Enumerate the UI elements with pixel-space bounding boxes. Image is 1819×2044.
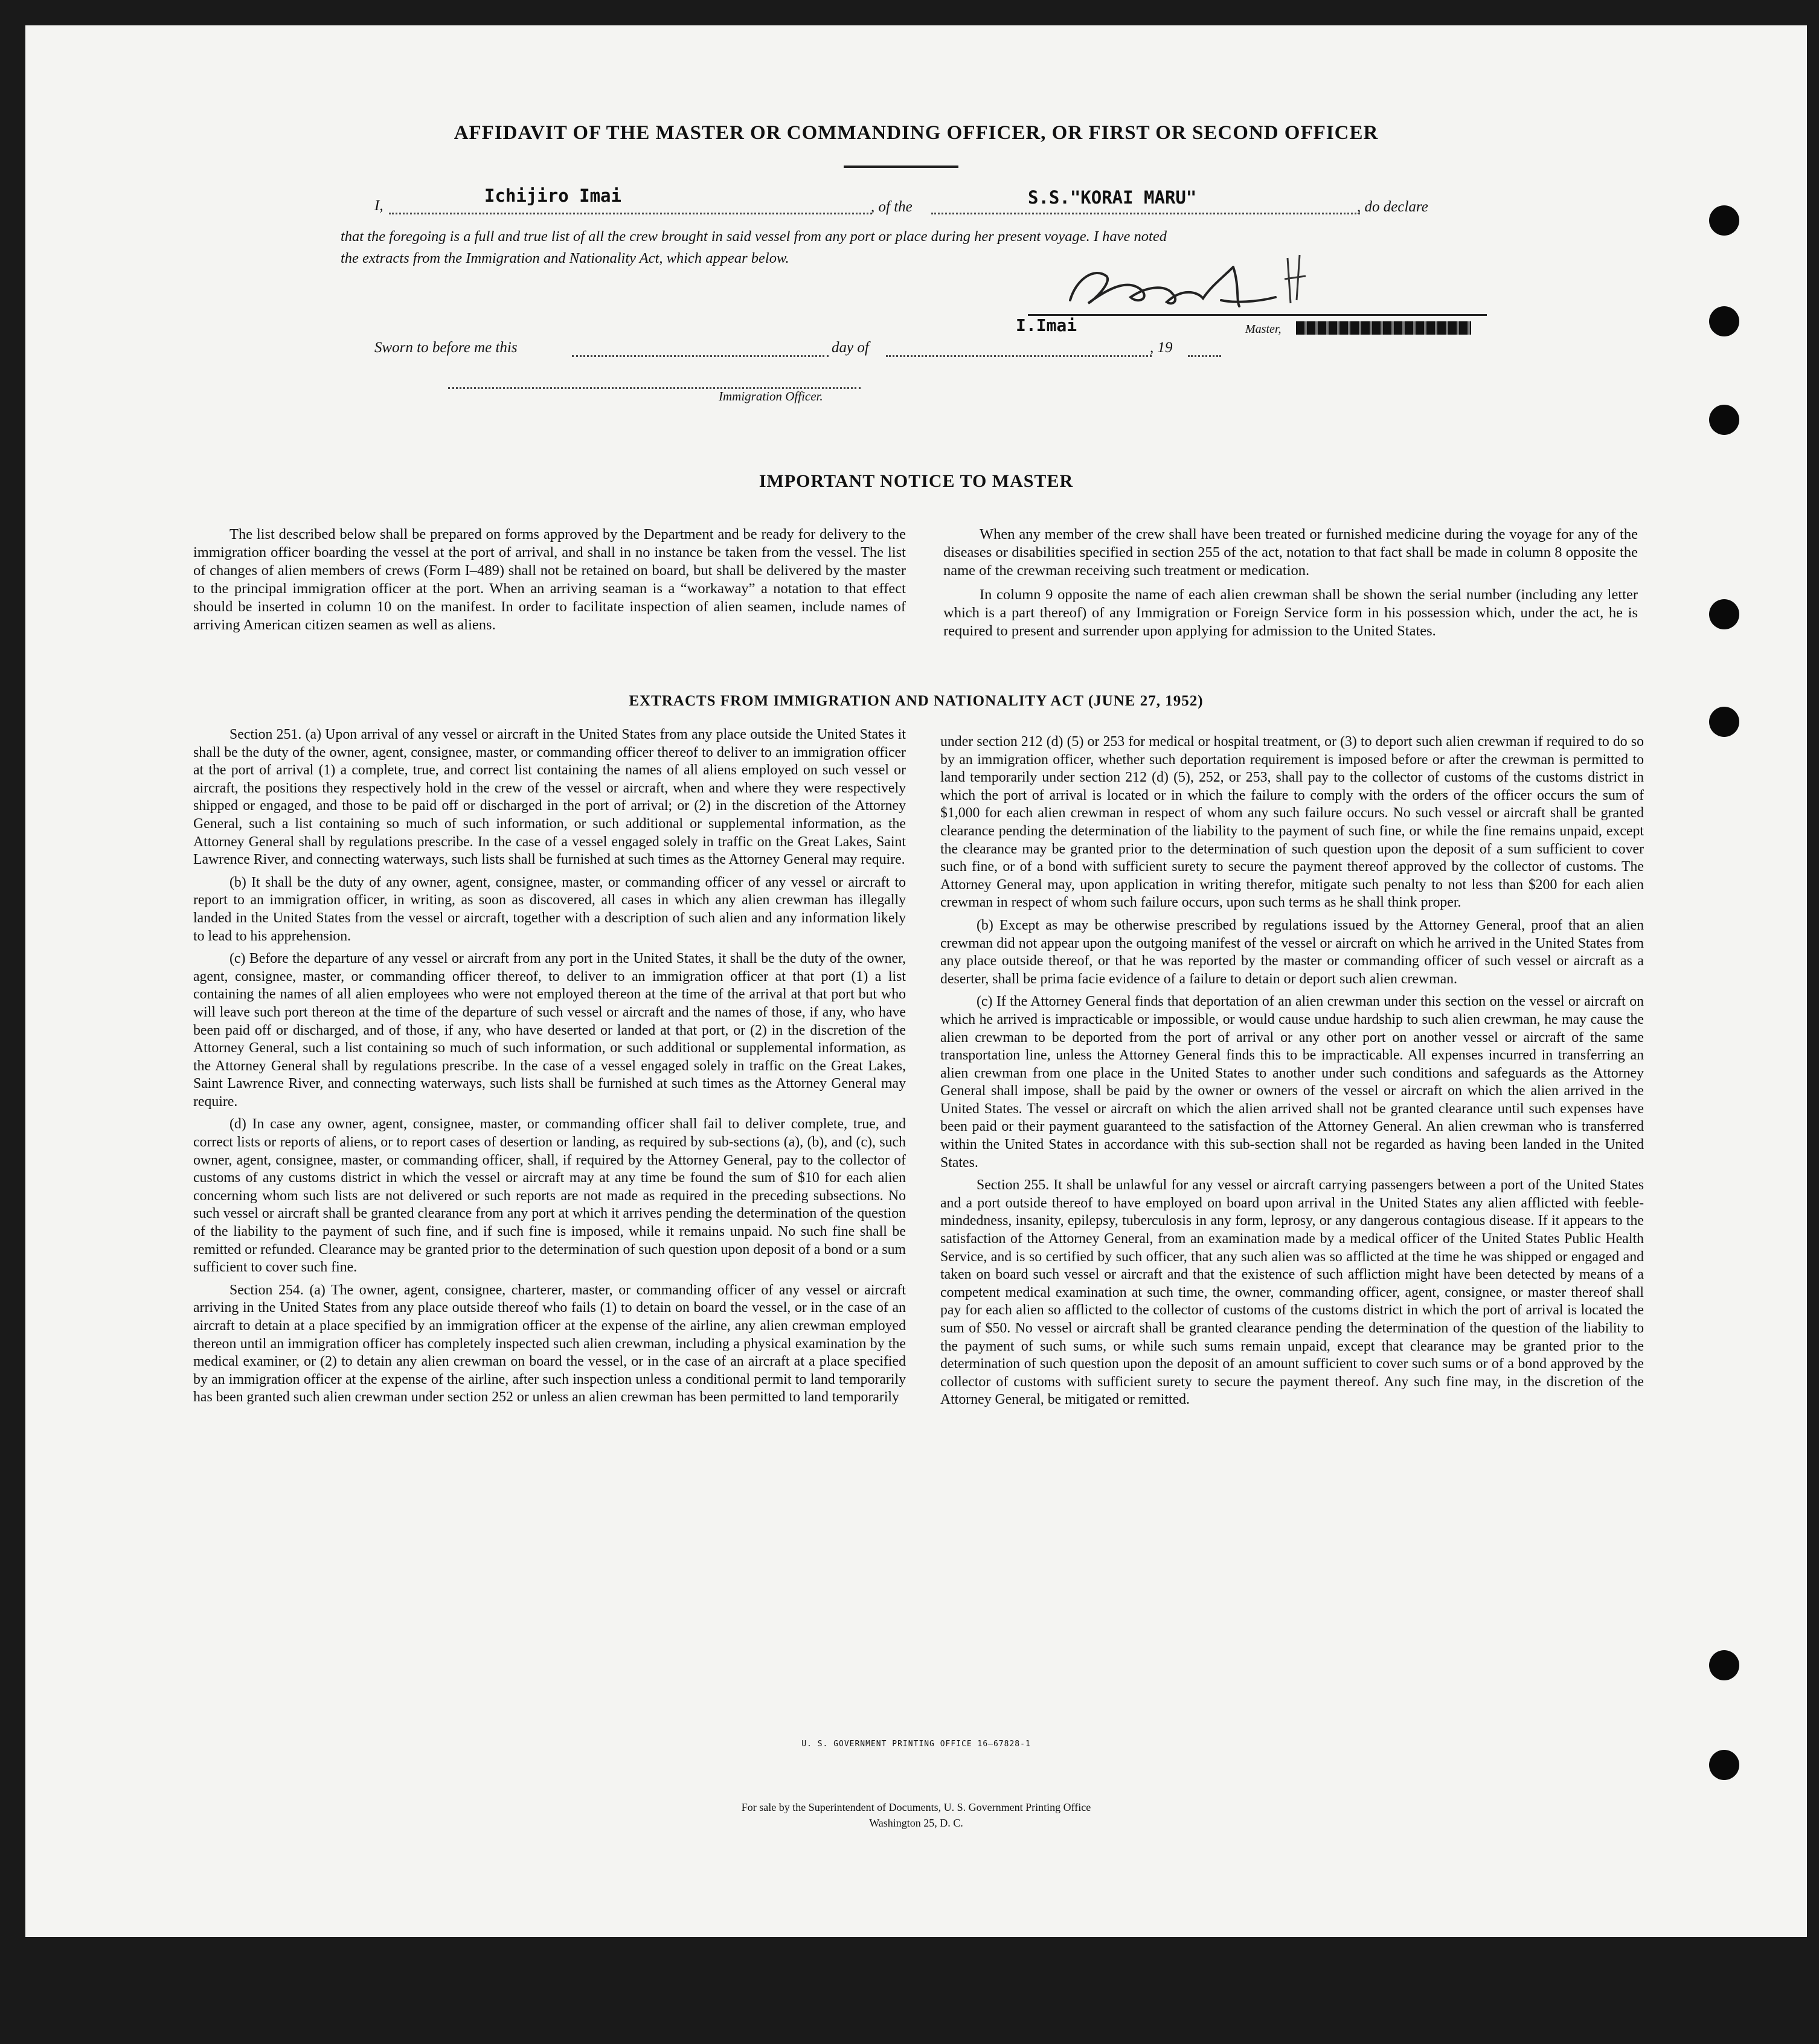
notice-left	[193, 525, 906, 640]
section-254-b: (b) Except as may be otherwise prescribed by regulations issued by the Attorney General, proof that an alien crewman did not appear upon the outgoing manifest of the vessel or aircraft on which he arrived in the United States from any place outside thereof, or that he was reported by the master or commanding officer of such vessel or aircraft as a deserter, shall be prima facie evidence of a failure to detain or deport such alien crewman.	[940, 917, 1644, 987]
notice-title: IMPORTANT NOTICE TO MASTER	[759, 471, 1074, 491]
section-251-d: (d) In case any owner, agent, consignee, master, or commanding officer shall fail to deliver complete, true, and correct lists or reports of aliens, or to report cases of desertion or landing, as required by sub-sections (a), (b), and (c), such owner, agent, consignee, master, or commanding officer, shall, if required by the Attorney General, pay to the collector of customs of any customs district in which the vessel or aircraft may at any time be found the sum of $10 for each alien concerning whom such lists are not delivered or such reports are not made as required in the preceding subsections. No such vessel or aircraft shall be granted clearance from any port at which it arrives pending the determination of the question of the liability to the payment of such fine, and if such fine is imposed, while it remains unpaid. No such fine shall be remitted or refunded. Clearance may be granted prior to the determination of such question upon deposit of a bond or a sum sufficient to cover such fine.	[193, 1116, 906, 1276]
year-line	[1188, 353, 1221, 357]
year-label: , 19	[1150, 339, 1173, 356]
affidavit-title: AFFIDAVIT OF THE MASTER OR COMMANDING OFFICER, OR FIRST OR SECOND OFFICER	[454, 122, 1379, 144]
binder-hole	[1709, 707, 1739, 737]
binder-hole	[1709, 405, 1739, 435]
document-page	[25, 25, 1807, 1937]
vessel-line	[931, 210, 1360, 214]
master-label: Master,	[1245, 323, 1282, 336]
sworn-label: Sworn to before me this	[374, 339, 518, 356]
sworn-month-line	[886, 353, 1152, 357]
section-251-b: (b) It shall be the duty of any owner, agent, consignee, master, or commanding officer of any vessel or aircraft to report to an immigration officer, in writing, as soon as discovered, all cases in which any alien crewman has illegally landed in the United States from the vessel or aircraft, together with a description of such alien and any information likely to lead to his apprehension.	[193, 874, 906, 944]
i-label: I,	[374, 198, 383, 214]
binder-hole	[1709, 599, 1739, 629]
title-divider	[844, 166, 958, 168]
officer-signature-line	[448, 385, 861, 389]
of-the-label: , of the	[871, 199, 913, 215]
immigration-officer-label: Immigration Officer.	[719, 389, 823, 403]
sale-line-2: Washington 25, D. C.	[869, 1817, 963, 1829]
sale-line-1: For sale by the Superintendent of Documents, U. S. Government Printing Office	[741, 1801, 1091, 1813]
name-line	[389, 210, 872, 214]
statement-line-1: that the foregoing is a full and true list of all the crew brought in said vessel from any port or place during her present voyage. I have noted	[341, 228, 1167, 245]
binder-hole	[1709, 1650, 1739, 1680]
do-declare-label: , do declare	[1357, 199, 1428, 215]
binder-hole	[1709, 205, 1739, 236]
section-254-a: Section 254. (a) The owner, agent, consignee, charterer, master, or commanding officer of any vessel or aircraft arriving in the United States from any place outside thereof who fails (1) to detain on board the vessel, or in the case of an aircraft to detain at a place specified by an immigration officer at the expense of the airline, any alien crewman employed thereon until an immigration officer has completely inspected such alien crewman, including a physical examination by the medical examiner, or (2) to detain any alien crewman on board the vessel, or in the case of an aircraft at a place specified by an immigration officer at the expense of the airline, after such inspection unless a conditional permit to land temporarily has been granted such alien crewman under section 252 or unless an alien crewman has been permitted to land temporarily	[193, 1282, 906, 1406]
notice-left-paragraph: The list described below shall be prepared on forms approved by the Department and be ready for delivery to the immigration officer boarding the vessel at the port of arrival, and shall in no instance be taken from the vessel. The list of changes of alien members of crews (Form I–489) shall not be retained on board, but shall be delivered by the master to the principal immigration officer at the port. When an arriving seaman is a “workaway” a notation to that effect should be inserted in column 10 on the manifest. In order to facilitate inspection of alien seamen, include names of arriving American citizen seamen as well as aliens.	[193, 526, 906, 633]
binder-hole	[1709, 306, 1739, 336]
redaction-bar	[1296, 321, 1471, 335]
section-255: Section 255. It shall be unlawful for any vessel or aircraft carrying passengers between a port of the United States and a port outside thereof to have employed on board upon arrival in the United States any alien afflicted with feeble-mindedness, insanity, epilepsy, tuberculosis in any form, leprosy, or any dangerous contagious disease. If it appears to the satisfaction of the Attorney General, from an examination made by a medical officer of the United States Public Health Service, and is so certified by such officer, that any such alien was so afflicted at the time he was shipped or engaged and taken on board such vessel or aircraft and that the existence of such affliction might have been detected by means of a competent medical examination at such time, the owner, commanding officer, agent, consignee, or master thereof shall pay for each alien so afflicted to the collector of customs of the customs district in which the port of arrival is located the sum of $50. No vessel or aircraft shall be granted clearance pending the determination of the question of the liability to the payment of such sums, or while such sums remain unpaid, except that clearance may be granted prior to the determination of such question upon the deposit of an amount sufficient to cover such sums or of a bond approved by the collector of customs with sufficient surety to secure the payment thereof. Any such fine may, in the discretion of the Attorney General, be mitigated or remitted.	[940, 1177, 1644, 1408]
master-name-field: Ichijiro Imai	[484, 185, 621, 206]
notice-right-paragraph-2: In column 9 opposite the name of each alien crewman shall be shown the serial number (including any letter which is a part thereof) of any Immigration or Foreign Service form in his possession which, under the act, he is required to present and surrender upon applying for admission to the United States.	[943, 587, 1638, 639]
section-254-a-continued: under section 212 (d) (5) or 253 for medical or hospital treatment, or (3) to deport such alien crewman if required to do so by an immigration officer, whether such deportation requirement is imposed before or after the crewman is permitted to land temporarily under section 212 (d) (5), 252, or 253, shall pay to the collector of customs of the customs district in which the port of arrival is located or in which the failure to comply with the orders of the officer occurs the sum of $1,000 for each alien crewman in respect of whom any such failure occurs. No such vessel or aircraft shall be granted clearance pending the determination of the liability to the payment of such fine, or while the fine remains unpaid, except the clearance may be granted prior to the determination of such question upon the deposit of a sum sufficient to cover such fine, or of a bond with sufficient surety to secure the payment thereof approved by the collector of customs. The Attorney General may, upon application in writing therefor, mitigate such penalty to not less than $200 for each alien crewman in respect of whom such failure occurs, upon such terms as he shall think proper.	[940, 734, 1644, 911]
extracts-title: EXTRACTS FROM IMMIGRATION AND NATIONALITY ACT (JUNE 27, 1952)	[629, 693, 1204, 709]
signature-line	[1028, 314, 1487, 316]
typed-signature: I.Imai	[1016, 315, 1077, 335]
binder-hole	[1709, 1750, 1739, 1780]
section-251-a: Section 251. (a) Upon arrival of any vessel or aircraft in the United States from any place outside the United States it shall be the duty of the owner, agent, consignee, master, or commanding officer thereof to deliver to an immigration officer at the port of arrival (1) a complete, true, and correct list containing the names of all aliens employed on such vessel or aircraft, the positions they respectively hold in the crew of the vessel or aircraft, when and where they were respectively shipped or engaged, and those to be paid off or discharged in the port of arrival; or (2) in the discretion of the Attorney General, such a list containing so much of such information, or such additional or supplemental information, as the Attorney General shall by regulations prescribe. In the case of a vessel engaged solely in traffic on the Great Lakes, Saint Lawrence River, and connecting waterways, such lists shall be furnished at such times as the Attorney General may require.	[193, 727, 906, 868]
notice-right	[943, 525, 1638, 646]
printing-office-line: U. S. GOVERNMENT PRINTING OFFICE 16—67828-1	[801, 1740, 1031, 1749]
section-254-c: (c) If the Attorney General finds that deportation of an alien crewman under this section on the vessel or aircraft on which he arrived is impracticable or impossible, or would cause undue hardship to such alien crewman, he may cause the alien crewman to be deported from the port of arrival or any other port on another vessel or aircraft of the same transportation line, unless the Attorney General finds this to be impracticable. All expenses incurred in transferring an alien crewman from one place in the United States to another under such conditions and safeguards as the Attorney General shall impose, shall be paid by the owner or owners of the vessel or aircraft on which the alien arrived in the United States. The vessel or aircraft on which the alien arrived shall not be granted clearance until such expenses have been paid or their payment guaranteed to the satisfaction of the Attorney General. An alien crewman who is transferred within the United States in accordance with this sub-section shall not be regarded as having been landed in the United States.	[940, 994, 1644, 1171]
day-of-label: day of	[832, 339, 869, 356]
extracts-right-column	[940, 733, 1644, 1414]
sworn-day-line	[572, 353, 829, 357]
statement-line-2: the extracts from the Immigration and Nationality Act, which appear below.	[341, 250, 789, 266]
section-251-c: (c) Before the departure of any vessel or aircraft from any port in the United States, it shall be the duty of the owner, agent, consignee, master, or commanding officer thereof, to deliver to an immigration officer at that port (1) a list containing the names of all alien employees who were not employed thereon at the time of the arrival at that port but who will leave such port thereon at the time of the departure of such vessel or aircraft and the names of those, if any, who have been paid off or discharged, and of those, if any, who have deserted or landed at that port, or (2) in the discretion of the Attorney General, such a list containing so much of such information, or such additional or supplemental information, as the Attorney General shall by regulations prescribe. In the case of a vessel engaged solely in traffic on the Great Lakes, Saint Lawrence River, and connecting waterways, such lists shall be furnished at such times as the Attorney General may require.	[193, 951, 906, 1110]
extracts-left-column	[193, 726, 906, 1412]
vessel-name-field: S.S."KORAI MARU"	[1028, 187, 1197, 208]
notice-right-paragraph-1: When any member of the crew shall have been treated or furnished medicine during the voyage for any of the diseases or disabilities specified in section 255 of the act, notation to that fact shall be made in column 8 opposite the name of the crewman receiving such treatment or medication.	[943, 526, 1638, 579]
